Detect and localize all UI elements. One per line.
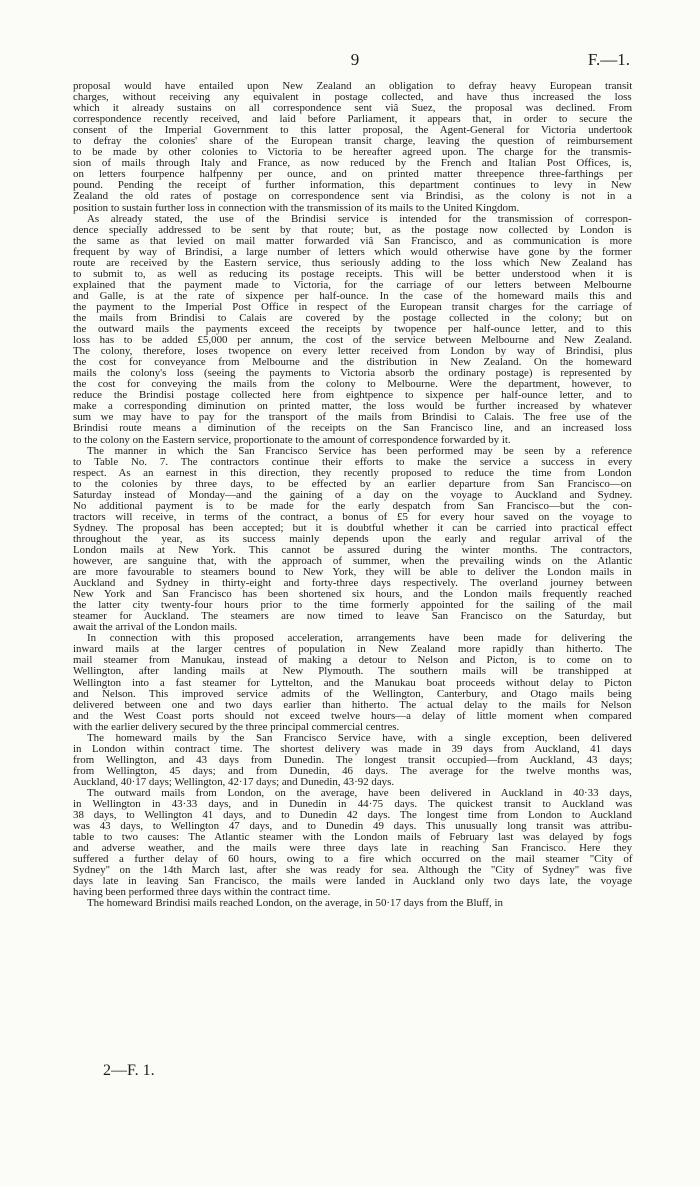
text-line: loss has to be added £5,000 per annum, the cost of the service between Melbourne and New Zealand. <box>73 334 632 347</box>
paragraph <box>73 214 632 446</box>
text-line: The outward mails from London, on the average, have been delivered in Auckland in 40·33 days, <box>87 787 633 799</box>
text-line: charges, without receiving any equivalent in postage collected, and have thus increased the loss <box>73 91 632 104</box>
text-line: in London within contract time. The shortest delivery was made in 39 days from Auckland, 41 days <box>73 742 632 755</box>
text-line: suffered a further delay of 60 hours, owing to a fire which occurred on the mail steamer "City of <box>73 853 633 866</box>
text-line: The colony, therefore, loses twopence on every letter received from London by way of Brindisi, plus <box>73 345 633 358</box>
text-line: await the arrival of the London mails. <box>73 621 238 634</box>
text-line: tractors will receive, in terms of the contract, a bonus of £5 for every hour saved on the voyage to <box>73 510 632 523</box>
text-line: with the earlier delivery secured by the three principal commercial centres. <box>73 720 400 733</box>
text-line: The homeward Brindisi mails reached London, on the average, in 50·17 days from the Bluff, in <box>87 897 503 910</box>
text-line: and adverse weather, and the mails were three days late in reaching San Francisco. Here they <box>73 842 633 855</box>
text-line: Auckland and Sydney in thirty-eight and forty-three days respectively. The overland journey between <box>73 577 633 590</box>
text-line: Sydney. The proposal has been accepted; but it is doubtful whether it can be carried into practical effect <box>73 521 633 534</box>
text-line: the cost for conveyance from Melbourne and the distribution in New Zealand. On the homeward <box>73 356 632 369</box>
paragraph <box>73 633 632 732</box>
text-line: Saturday instead of Monday—and the gaining of a day on the voyage to Auckland and Sydney. <box>73 488 633 501</box>
paragraph <box>73 733 632 788</box>
text-line: New York and San Francisco has been shortened six hours, and the London mails frequently reached <box>73 588 632 601</box>
text-line: to submit to, as well as reducing its postage receipts. This will be better understood when it is <box>73 267 633 280</box>
paragraph <box>73 788 632 898</box>
text-line: position to sustain further loss in connection with the transmission of its mails to the United Kingdom. <box>73 201 520 214</box>
text-line: to the colony on the Eastern service, proportionate to the amount of correspondence forwarded by it. <box>73 433 511 446</box>
text-line: the outward mails the payments exceed the receipts by twopence per half-ounce letter, and to this <box>73 323 632 336</box>
text-line: to Table No. 7. The contractors continue their efforts to make the service a success in every <box>73 455 633 468</box>
text-line: delivered between one and two days earlier than hitherto. The actual delay to the mails for Nelson <box>73 698 632 711</box>
text-line: are more favourable to steamers bound to New York, they will be able to deliver the London mails in <box>73 566 632 579</box>
paragraph <box>73 898 632 909</box>
text-line: reduce the Brindisi postage collected here from eightpence to sixpence per half-ounce letter, and to <box>73 389 633 402</box>
text-line: pound. Pending the receipt of further information, this department continues to levy in New <box>73 179 632 192</box>
text-line: to defray the colonies' share of the European transit charge, leaving the question of reimbursement <box>73 135 633 148</box>
text-line: Zealand the old rates of postage on correspondence sent via Brindisi, as the colony is not in a <box>73 190 632 203</box>
text-line: The homeward mails by the San Francisco Service have, with a single exception, been delivered <box>87 731 632 744</box>
text-line: to be made by other colonies to Victoria to be hereafter agreed upon. The charge for the transmis- <box>73 146 632 159</box>
paragraph <box>73 446 632 634</box>
document-reference: F.—1. <box>587 50 630 69</box>
text-line: Auckland, 40·17 days; Wellington, 42·17 days; and Dunedin, 43·92 days. <box>73 775 395 788</box>
text-line: and the West Coast ports should not exceed twelve hours—a delay of little moment when compared <box>73 709 632 722</box>
text-line: inward mails at the larger centres of population in New Zealand more rapidly than hitherto. The <box>73 643 632 656</box>
text-line: from Wellington, and 43 days from Dunedin. The longest transit occupied—from Auckland, 43 days; <box>73 753 633 766</box>
text-line: 38 days, to Wellington 41 days, and to Dunedin 42 days. The longest time from London to Auckland <box>73 809 632 822</box>
text-line: proposal would have entailed upon New Zealand an obligation to defray heavy European transit <box>73 80 633 92</box>
text-line: from Wellington, 45 days; and from Dunedin, 46 days. The average for the twelve months was, <box>73 764 632 777</box>
text-line: table to two causes: The Atlantic steamer with the London mails of February last was delayed by fogs <box>73 831 632 844</box>
page-number: 9 <box>350 50 360 69</box>
text-line: the cost for conveying the mails from the colony to Melbourne. Were the department, however, to <box>73 378 632 391</box>
text-line: having been performed three days within the contract time. <box>73 886 331 899</box>
text-line: throughout the year, as its success mainly depends upon the early and regular arrival of the <box>73 532 633 545</box>
text-line: correspondence recently received, and laid before Parliament, it appears that, in order to secure the <box>73 113 633 126</box>
text-line: respect. As an earnest in this direction, they recently proposed to reduce the time from London <box>73 466 632 479</box>
text-line: in Wellington in 43·33 days, and in Dunedin in 44·75 days. The quickest transit to Auckland was <box>73 798 633 811</box>
text-line: steamer for Auckland. The steamers are now timed to leave San Francisco on the Saturday, but <box>73 610 632 623</box>
text-line: the same as that levied on mail matter forwarded viâ San Francisco, and as communication is more <box>73 234 632 247</box>
text-line: explained that the payment made to Victoria, for the carriage of our letters between Melbourne <box>73 278 632 291</box>
text-line: and Galle, is at the rate of sixpence per half-ounce. In the case of the homeward mails this and <box>73 289 632 302</box>
text-line: however, are sanguine that, with the approach of summer, when the prevailing winds on the Atlantic <box>73 555 633 568</box>
text-line: consent of the Imperial Government to this latter proposal, the Agent-General for Victoria undertook <box>73 124 633 137</box>
text-line: In connection with this proposed acceleration, arrangements have been made for delivering the <box>87 632 633 645</box>
text-line: days late in leaving San Francisco, the mails were landed in Auckland only two days late, the voyage <box>73 875 633 888</box>
text-line: Wellington into a fast steamer for Lyttelton, and the Manukau boat proceeds without delay to Picton <box>73 676 632 689</box>
text-line: and Nelson. This improved service admits of the Wellington, Canterbury, and Otago mails being <box>73 687 632 700</box>
text-line: which it already sustains on all correspondence sent viâ Suez, the proposal was declined. From <box>73 102 633 115</box>
text-line: As already stated, the use of the Brindisi service is intended for the transmission of correspon- <box>87 212 632 225</box>
text-line: the payment to the Imperial Post Office in respect of the European transit charges for the carriage of <box>73 300 632 313</box>
paragraph <box>73 81 632 214</box>
text-line: make a corresponding diminution on printed matter, the loss would be further increased by whatever <box>73 400 632 413</box>
body-text <box>73 81 632 910</box>
text-line: the mails from Brindisi to Calais are covered by the postage collected in the colony; but on <box>73 311 633 324</box>
text-line: Sydney" on the 14th March last, after she was ready for sea. Although the "City of Sydney" was five <box>73 864 632 877</box>
text-line: sum we may have to pay for the transport of the mails from Brindisi to Calais. The free use of the <box>73 411 632 424</box>
sheet-signature: 2—F. 1. <box>103 1062 155 1079</box>
page-header <box>0 50 700 74</box>
text-line: frequent by way of Brindisi, a large number of letters which would otherwise have gone by the former <box>73 245 632 258</box>
text-line: mails the colony's loss (seeing the payments to Victoria absorb the ordinary postage) is represented by <box>73 367 632 380</box>
text-line: London mails at New York. This cannot be assured during the winter months. The contractors, <box>73 543 632 556</box>
text-line: the latter city twenty-four hours prior to the time formerly appointed for the sailing of the mail <box>73 599 633 612</box>
text-line: sion of mails through Italy and France, as now reduced by the French and Italian Post Offices, is, <box>73 157 632 170</box>
text-line: mail steamer from Manukau, instead of making a detour to Nelson and Picton, is to come on to <box>73 654 633 667</box>
text-line: Wellington, after landing mails at New Plymouth. The southern mails will be transhipped at <box>73 665 632 678</box>
text-line: No additional payment is to be made for the early despatch from San Francisco—but the con- <box>73 499 632 512</box>
text-line: on letters fourpence halfpenny per ounce, and on printed matter threepence three-farthings per <box>73 168 633 181</box>
text-line: route are received by the Eastern service, thus seriously adding to the loss which New Zealand has <box>73 256 633 269</box>
text-line: dence specially addressed to be sent by that route; but, as the postage now collected by London is <box>73 223 632 236</box>
text-line: Brindisi route means a diminution of the receipts on the San Francisco line, and an increased loss <box>73 422 632 435</box>
text-line: to the colonies by three days, to be effected by an earlier departure from San Francisco—on <box>73 477 632 490</box>
text-line: The manner in which the San Francisco Service has been performed may be seen by a reference <box>87 444 632 457</box>
text-line: was 43 days, to Wellington 47 days, and to Dunedin 49 days. This unusually long transit was attribu- <box>73 820 633 833</box>
